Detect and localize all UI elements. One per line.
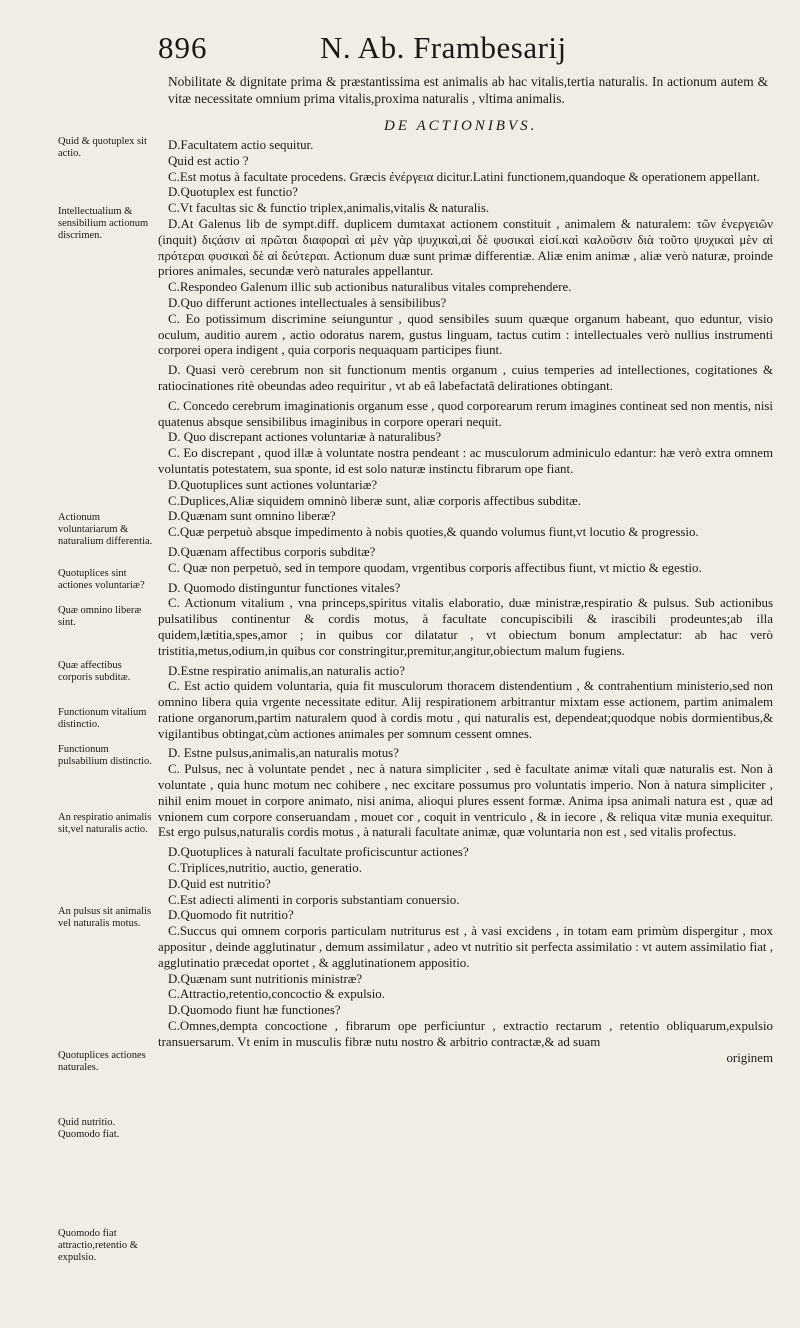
dialogue-line: D.At Galenus lib de sympt.diff. duplicem dumtaxat actionem constituit , animalem & naturalem: τῶν ἐνεργειῶν (inquit) διϛάσιν αἱ πρῶται διαφοραὶ αἱ μὲν γὰρ ψυχικαὶ,αἱ δὲ φυσικαὶ εἰσί.καὶ καλοῦσιν διὰ τοῦτο ψυχικαὶ μὲν αἱ πρότεραι φυσικαὶ δὲ αἱ δεύτεραι. Actionum duæ sunt primæ differentiæ. Aliæ enim animæ , aliæ verò naturæ, proinde priores animales, secundæ verò naturales appellantur. [158,216,773,279]
dialogue-line: C. Eo discrepant , quod illæ à voluntate nostra pendeant : ac musculorum adminiculo edantur: hæ verò extra omnem voluntatis potestatem, sua sponte, id est solo naturæ instinctu fibrarum ope fiant. [158,446,773,476]
dialogue-line: C. Est actio quidem voluntaria, quia fit musculorum thoracem distendentium , & contrahentium ministerio,sed non omnino libera quia vrgente necessitate editur. Alij respirationem arbitrantur mixtam esse actionem, partim animalem ratione organorum,partim naturalem quod à cordis motu , qui naturalis est, dependeat;quodque nobis dormientibus,& vigilantibus obtingat,cùm actiones animales per somnum cessent omnes. [158,679,773,741]
page-number: 896 [158,30,208,65]
dialogue-line: C.Vt facultas sic & functio triplex,animalis,vitalis & naturalis. [168,201,490,216]
running-head: N. Ab. Frambesarij [320,30,567,65]
margin-note: Quid & quotuplex sit actio. [58,136,147,159]
dialogue-line: D. Quomodo distinguntur functiones vitales? [168,580,401,595]
dialogue-line: D.Estne respiratio animalis,an naturalis actio? [168,663,405,678]
intro-text: Nobilitate & dignitate prima & præstantissima est animalis ab hac vitalis,tertia naturalis. In actionum autem & vitæ necessitate omnium prima vitalis,proxima naturalis , vltima animalis. [168,74,768,106]
margin-note: Functionum pulsabilium distinctio. [58,744,152,767]
dialogue-line: D. Quasi verò cerebrum non sit functionum mentis organum , cuius temperies ad intellectiones, cogitationes & ratiocinationes ritè obeundas adeo requiritur , vt ab eâ labefactatâ delirationes obtingant. [158,363,773,393]
margin-note: Quæ affectibus corporis subditæ. [58,660,131,683]
dialogue-line: Quid est actio ? [168,153,249,168]
dialogue-line: D.Quotuplices à naturali facultate proficiscuntur actiones? [168,845,469,860]
intro-paragraph [168,73,768,107]
dialogue-line: D.Quid est nutritio? [168,876,271,891]
dialogue-line: C. Actionum vitalium , vna princeps,spiritus vitalis elaboratio, duæ ministræ,respiratio & pulsus. Sub actionibus pulsatilibus continentur & cordis motus, à facultate concupiscibili & irascibili prodeuntes;ab illa quidem,lætitia,spes,amor ; in quibus cor dilatatur , vt obiectum bonum amplectatur: ab hac verò tristitia,metus,odium,in quibus cor constringitur,premitur,angitur,obiectum malum fugiens. [158,596,773,658]
dialogue-line: C.Quæ perpetuò absque impedimento à nobis quoties,& quando volumus fiunt,vt locutio & progressio. [168,525,699,540]
margin-note: Functionum vitalium distinctio. [58,707,147,730]
dialogue-line: C. Quæ non perpetuò, sed in tempore quodam, vrgentibus corporis affectibus fiunt, vt mictio & egestio. [168,560,702,575]
margin-note: Quotuplices actiones naturales. [58,1050,146,1073]
dialogue-line: C. Eo potissimum discrimine seiunguntur , quod sensibiles suum quæque organum habeant, quo eduntur, visio oculum, auditio aurem , actio odoratus narem, gustus linguam, tactus cutim : intellectuales verò nullius instrumenti corporei opera indigent , quia corporis nequaquam participes fiunt. [158,311,773,358]
dialogue-line: D.Quænam sunt omnino liberæ? [168,509,336,524]
dialogue-line: D.Quo differunt actiones intellectuales à sensibilibus? [168,295,447,310]
margin-note: Quid nutritio. Quomodo fiat. [58,1117,120,1140]
page-header [150,30,770,74]
dialogue-line: D.Facultatem actio sequitur. [168,138,314,152]
dialogue-line: D. Estne pulsus,animalis,an naturalis motus? [168,746,399,761]
dialogue-line: C.Est motus à facultate procedens. Græcis ἐνέργεια dicitur.Latini functionem,quandoque & operationem appellant. [168,169,760,184]
dialogue-line: C. Pulsus, nec à voluntate pendet , nec à natura simpliciter , sed è facultate animæ vitali quæ naturalis est. Non à voluntate , quia hunc motum nec cohibere , nec excitare possumus pro voluntatis imperio. Non à natura simpliciter , nihil enim mouet in corpore animato, nisi anima, alioqui plures essent formæ. Anima ipsa animali natura est , quæ ad vnionem cum corpore conseruandam , mouet cor , coquit in ventriculo , & in iecore , & reliqua vitæ munia exequitur. Est ergo pulsus,naturalis cordis motus , à naturali facultate animæ, quæ voluntaria non est , sed vitalis profectus. [158,762,773,840]
catchword: originem [726,1050,773,1065]
dialogue-line: D.Quomodo fiunt hæ functiones? [168,1003,341,1018]
dialogue-line: C.Omnes,dempta concoctione , fibrarum ope perficiuntur , extractio rectarum , retentio obliquarum,expulsio transuersarum. Vt enim in musculis fibræ nutu nostro & arbitrio contractæ,& ad suam [158,1019,773,1049]
dialogue-line: C. Concedo cerebrum imaginationis organum esse , quod corporearum rerum imagines contineat sed non mentis, nisi quatenus absque sensibilibus imaginibus in corpore operari nequit. [158,398,773,429]
dialogue-line: C.Triplices,nutritio, auctio, generatio. [168,861,362,876]
dialogue-line: D.Quænam sunt nutritionis ministræ? [168,971,363,986]
dialogue-line: D.Quotuplex est functio? [168,185,298,200]
dialogue-text [158,138,773,1066]
margin-note: An respiratio animalis sit,vel naturalis actio. [58,812,152,835]
dialogue-line: C.Succus qui omnem corporis particulam nutriturus est , à vasi excidens , in totam eam primùm dispergitur , mox appositur , deinde agglutinatur , demum assimilatur , adeo vt nutritio sit perfecta assimilatio : vt autem assimilatio fiat , agglutinatio præcedat oportet , & agglutinationem appositio. [158,924,773,970]
dialogue-line: D.Quænam affectibus corporis subditæ? [168,544,376,559]
dialogue-line: D. Quo discrepant actiones voluntariæ à naturalibus? [168,430,442,445]
margin-note: Quæ omnino liberæ sint. [58,605,142,628]
dialogue-line: C.Est adiecti alimenti in corporis substantiam conuersio. [168,892,460,907]
margin-note: Actionum voluntariarum & naturalium differentia. [58,512,153,547]
dialogue-line: C.Duplices,Aliæ siquidem omninò liberæ sunt, aliæ corporis affectibus subditæ. [168,493,581,508]
dialogue-line: C.Respondeo Galenum illic sub actionibus naturalibus vitales comprehendere. [168,280,572,295]
margin-notes [0,0,160,1328]
dialogue-line: C.Attractio,retentio,concoctio & expulsio. [168,987,385,1002]
dialogue-line: D.Quomodo fit nutritio? [168,908,294,923]
dialogue-line: D.Quotuplices sunt actiones voluntariæ? [168,477,378,492]
margin-note: Quomodo fiat attractio,retentio & expulsio. [58,1228,138,1263]
margin-note: Intellectualium & sensibilium actionum discrimen. [58,206,149,241]
margin-note: Quotuplices sint actiones voluntariæ? [58,568,145,591]
margin-note: An pulsus sit animalis vel naturalis motus. [58,906,152,929]
section-title: DE ACTIONIBVS. [384,118,538,134]
